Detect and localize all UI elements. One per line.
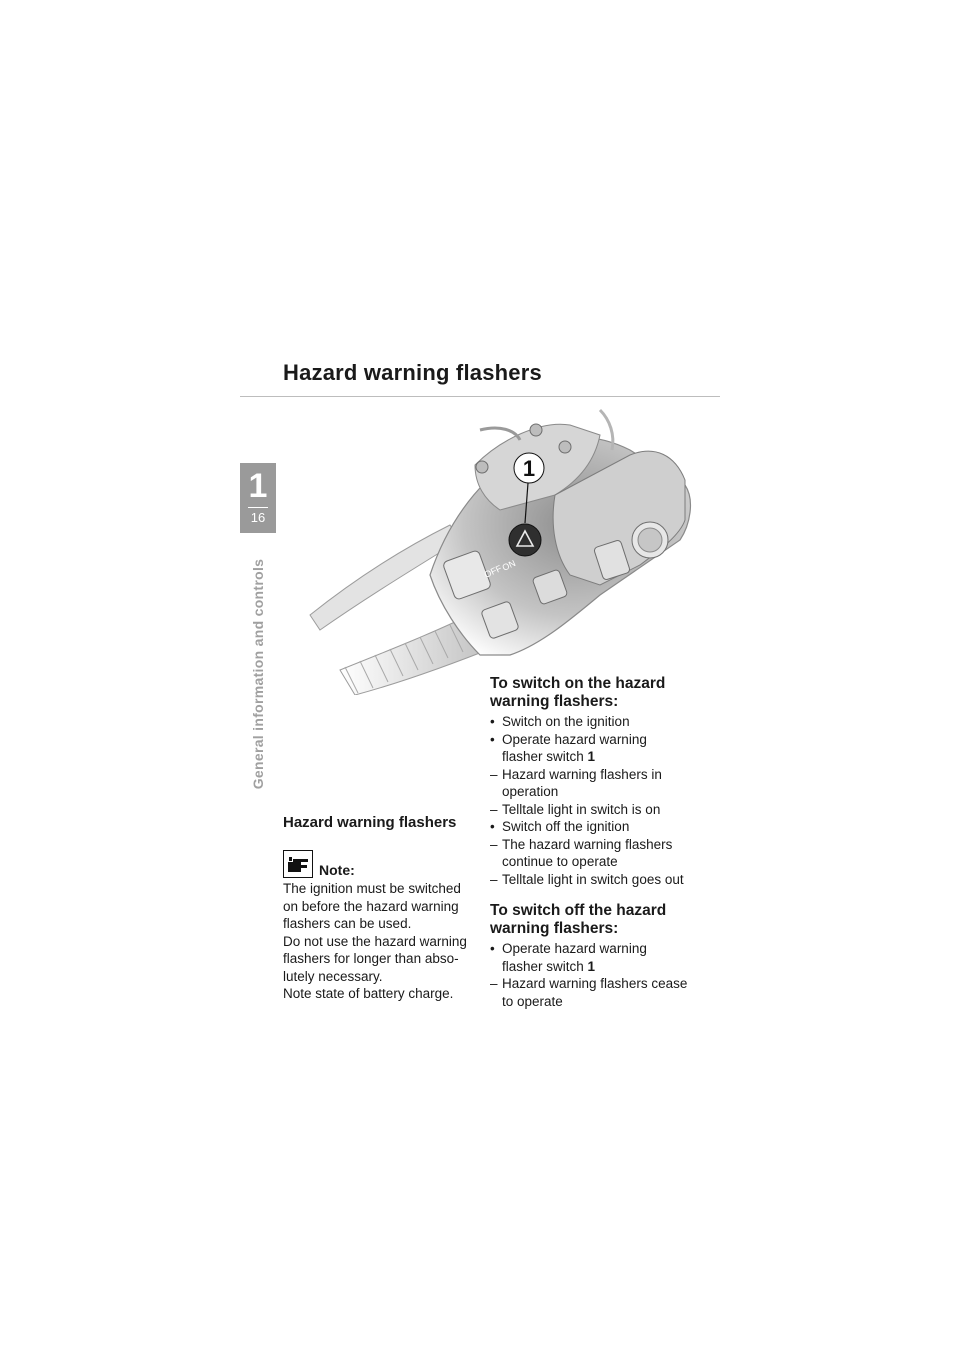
bullet-marker: •	[490, 941, 495, 956]
bullet-step	[490, 940, 710, 975]
switch-label-on: ON	[500, 558, 518, 573]
step-text: Hazard warning flashers cease	[502, 976, 688, 991]
step-text: Telltale light in switch is on	[502, 801, 661, 817]
side-label	[240, 548, 276, 800]
note-line: flashers for longer than abso-	[283, 951, 459, 966]
note-line: Note state of battery charge.	[283, 986, 454, 1001]
note-line: lutely necessary.	[283, 968, 383, 984]
side-label-text: General information and controls	[250, 558, 266, 790]
chapter-number: 1	[248, 467, 268, 505]
bullet-marker: •	[490, 819, 495, 834]
dash-result	[490, 766, 710, 801]
switch-label-off: OFF	[482, 563, 504, 580]
step-text: to operate	[502, 993, 563, 1009]
step-text: Telltale light in switch goes out	[502, 871, 684, 887]
bullet-step	[490, 731, 710, 766]
note-line: The ignition must be switched	[283, 881, 461, 896]
note-text	[283, 880, 478, 1003]
note-block	[283, 850, 478, 1003]
instructions-column	[490, 675, 710, 1010]
bullet-step	[490, 818, 710, 836]
page-number: 16	[250, 510, 266, 525]
note-label: Note:	[319, 862, 355, 878]
callout-number: 1	[522, 456, 536, 481]
dash-result	[490, 801, 710, 819]
dash-marker: –	[490, 836, 498, 852]
note-header	[283, 850, 478, 880]
switch-off-steps	[490, 940, 710, 1010]
dash-marker: –	[490, 801, 498, 817]
step-text: Switch on the ignition	[502, 714, 630, 729]
step-text: Hazard warning flashers in	[502, 766, 662, 782]
step-line	[502, 748, 710, 766]
switch-off-heading-line: warning flashers:	[490, 920, 619, 937]
dash-marker: –	[490, 871, 498, 887]
note-line: Do not use the hazard warning	[283, 933, 467, 949]
switch-off-heading-line: To switch off the hazard	[490, 902, 667, 919]
dash-marker: –	[490, 766, 498, 782]
step-text: operation	[502, 784, 559, 799]
chapter-tab	[240, 463, 276, 533]
title-divider	[240, 396, 720, 397]
switch-on-heading-line: warning flashers:	[490, 693, 619, 710]
step-text: flasher switch	[502, 749, 584, 764]
figure-caption: Hazard warning flashers	[283, 814, 457, 831]
step-text: continue to operate	[502, 854, 618, 869]
step-text: Operate hazard warning	[502, 941, 647, 956]
switch-on-heading	[490, 675, 710, 711]
dash-result	[490, 975, 710, 1010]
bullet-marker: •	[490, 731, 495, 747]
step-text: The hazard warning flashers	[502, 836, 673, 852]
bullet-step	[490, 713, 710, 731]
step-text: flasher switch	[502, 958, 584, 974]
chapter-separator	[248, 507, 268, 508]
dash-marker: –	[490, 976, 498, 991]
page-title: Hazard warning flashers	[283, 360, 542, 385]
step-text: Switch off the ignition	[502, 819, 630, 834]
step-text: Operate hazard warning	[502, 731, 647, 747]
note-line: flashers can be used.	[283, 916, 412, 931]
switch-off-heading	[490, 902, 710, 938]
bullet-marker: •	[490, 714, 495, 729]
reference-number: 1	[583, 958, 596, 974]
dash-result	[490, 836, 710, 871]
switch-on-heading-line: To switch on the hazard	[490, 675, 666, 692]
reference-number: 1	[583, 749, 596, 764]
step-line	[502, 958, 710, 976]
switch-on-steps	[490, 713, 710, 888]
note-hand-icon	[283, 850, 313, 878]
dash-result	[490, 871, 710, 889]
hazard-switch-illustration	[300, 405, 720, 695]
note-line: on before the hazard warning	[283, 898, 459, 914]
